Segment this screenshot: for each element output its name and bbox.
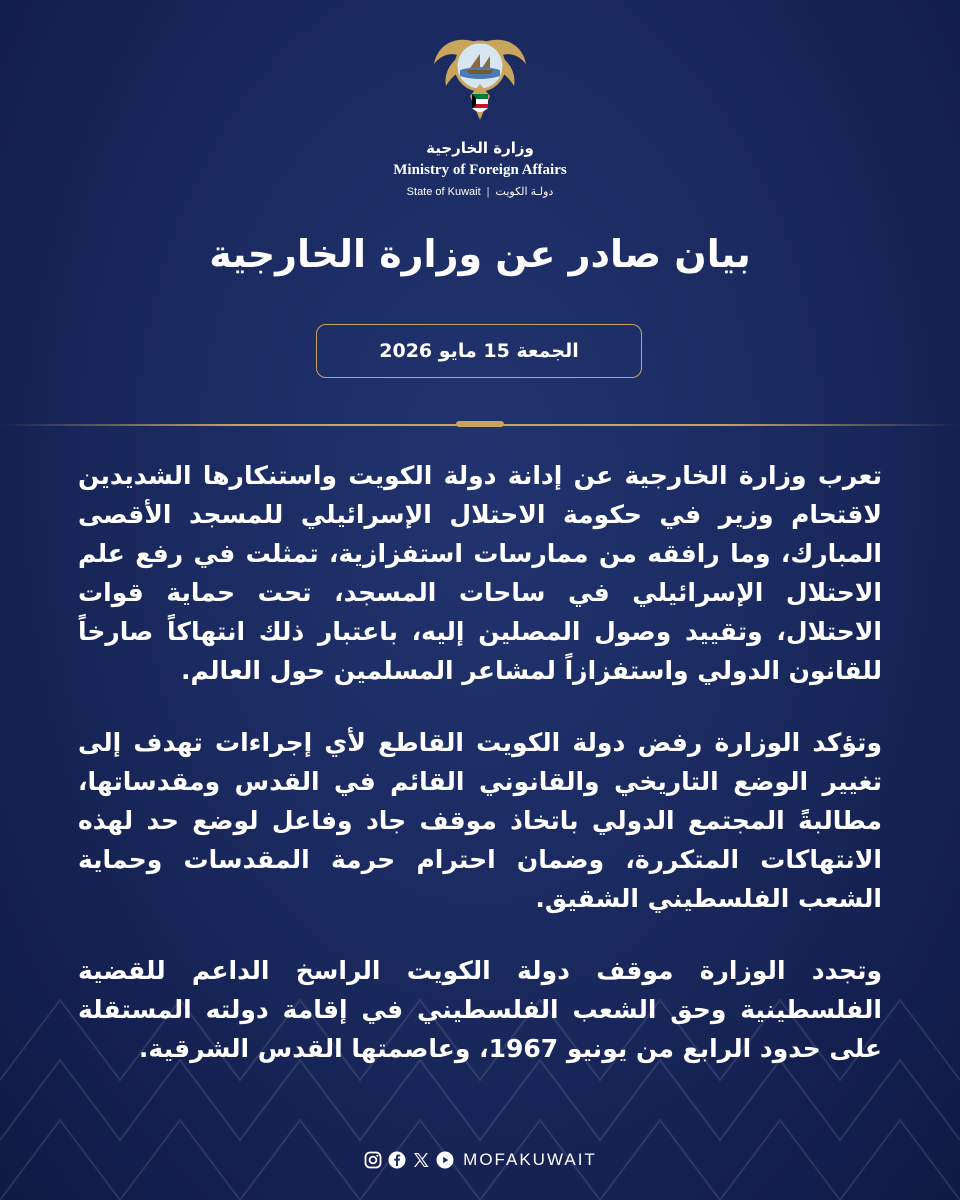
ministry-name-arabic: وزارة الخارجية xyxy=(426,139,534,157)
instagram-icon[interactable] xyxy=(363,1150,383,1170)
state-name-english: State of Kuwait xyxy=(406,186,481,198)
ministry-header xyxy=(0,138,960,200)
date-badge xyxy=(316,324,642,378)
divider-ornament xyxy=(456,421,504,427)
state-line xyxy=(0,184,960,200)
social-icons xyxy=(363,1150,455,1170)
facebook-icon[interactable] xyxy=(387,1150,407,1170)
footer xyxy=(0,1150,960,1170)
statement-body xyxy=(78,456,882,1101)
state-separator: | xyxy=(486,186,490,198)
state-name-arabic: دولـة الكويت xyxy=(495,186,554,198)
page-title: بيان صادر عن وزارة الخارجية xyxy=(209,232,751,276)
paragraph: وتؤكد الوزارة رفض دولة الكويت القاطع لأي إجراءات تهدف إلى تغيير الوضع التاريخي والقانوني القائم في القدس ومقدساتها، مطالبةً المجتمع الدولي باتخاذ موقف جاد وفاعل لوضع حد لهذه الانتهاكات المتكررة، وضمان احترام حرمة المقدسات وحماية الشعب الفلسطيني الشقيق. xyxy=(78,728,882,913)
ministry-name-english: Ministry of Foreign Affairs xyxy=(393,162,567,178)
paragraph: وتجدد الوزارة موقف دولة الكويت الراسخ الداعم للقضية الفلسطينية وحق الشعب الفلسطيني في إقامة دولته المستقلة على حدود الرابع من يونيو 1967، وعاصمتها القدس الشرقية. xyxy=(78,956,882,1063)
divider xyxy=(0,424,960,426)
youtube-icon[interactable] xyxy=(435,1150,455,1170)
date-text: الجمعة 15 مايو 2026 xyxy=(379,340,579,362)
x-icon[interactable] xyxy=(411,1150,431,1170)
social-handle[interactable]: MOFAKUWAIT xyxy=(463,1150,597,1169)
kuwait-emblem-icon xyxy=(430,24,530,134)
paragraph: تعرب وزارة الخارجية عن إدانة دولة الكويت واستنكارها الشديدين لاقتحام وزير في حكومة الاحتلال الإسرائيلي للمسجد الأقصى المبارك، وما رافقه من ممارسات استفزازية، تمثلت في رفع علم الاحتلال الإسرائيلي في ساحات المسجد، تحت حماية قوات الاحتلال، وتقييد وصول المصلين إليه، باعتبار ذلك انتهاكاً صارخاً للقانون الدولي واستفزازاً لمشاعر المسلمين حول العالم. xyxy=(78,461,882,685)
